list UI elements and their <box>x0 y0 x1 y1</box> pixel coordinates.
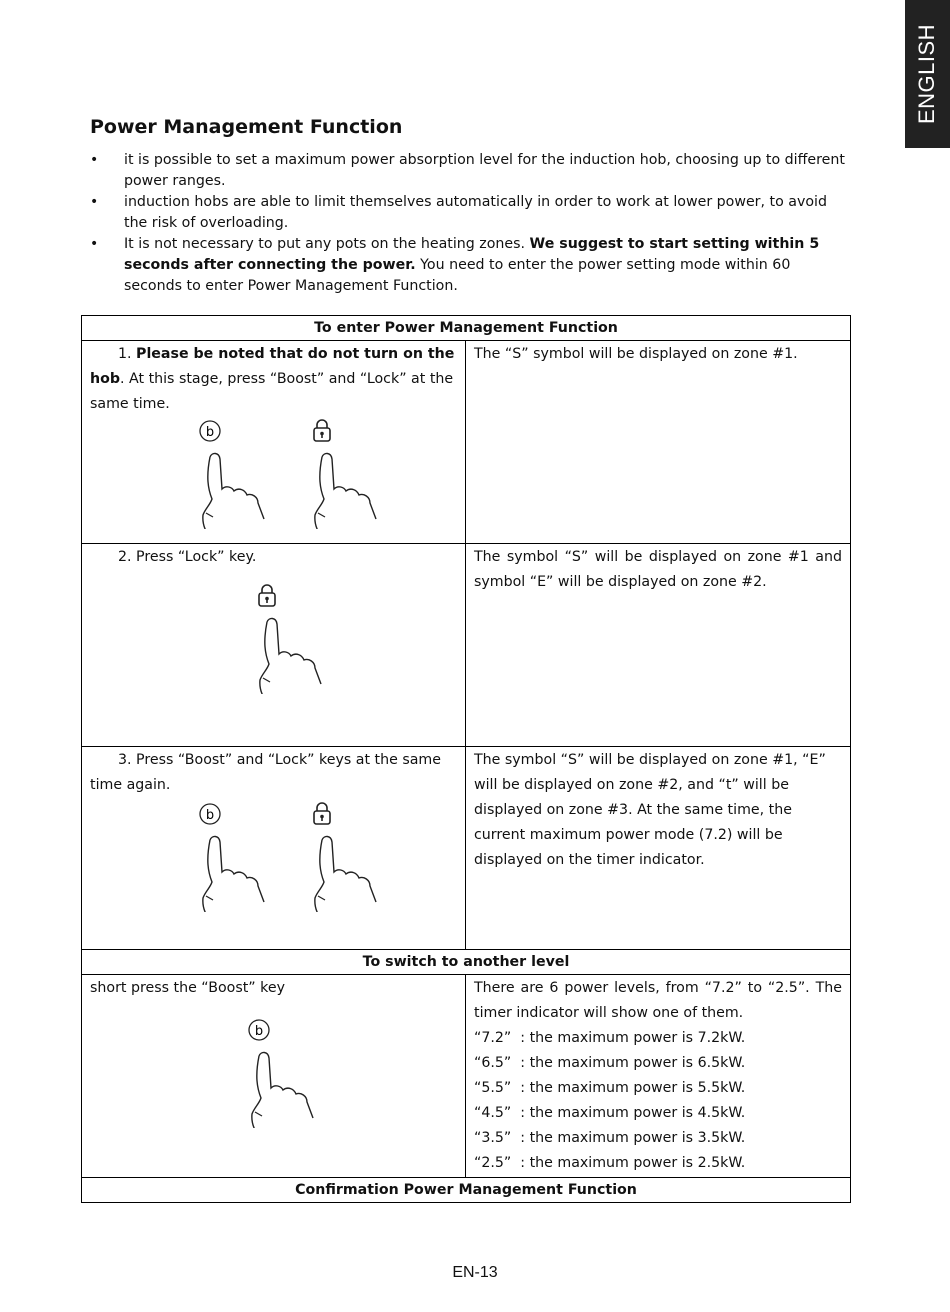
level-desc: : the maximum power is 3.5kW. <box>520 1130 746 1146</box>
key-illustration <box>90 798 457 908</box>
bullet-text: it is possible to set a maximum power absorption level for the induction hob, choosing up to different power ranges. <box>124 152 845 189</box>
bullet-text: You need to enter the power setting mode within 60 seconds to enter Power Management Function. <box>124 257 791 294</box>
bullet-dot: • <box>90 152 99 168</box>
page-number: EN-13 <box>452 1264 498 1281</box>
bullet-dot: • <box>90 194 99 210</box>
confirm-header: Confirmation Power Management Function <box>82 1178 851 1203</box>
level-item <box>474 1126 842 1151</box>
boost-key-glyph: b <box>205 808 215 823</box>
step-number: 1. <box>118 346 137 362</box>
key-illustration <box>90 417 457 527</box>
bullet-text: induction hobs are able to limit themselves automatically in order to work at lower power, to avoid the risk of overloading. <box>124 194 828 231</box>
level-item <box>474 1051 842 1076</box>
lock-key-hand-icon <box>255 584 325 694</box>
level-item <box>474 1151 842 1176</box>
key-illustration <box>90 1001 457 1111</box>
table-header-row <box>82 950 851 975</box>
language-tab <box>905 0 950 148</box>
switch-cell <box>82 975 466 1178</box>
level-desc: : the maximum power is 2.5kW. <box>520 1155 746 1171</box>
language-tab-label: ENGLISH <box>914 23 940 125</box>
step-3-text <box>90 748 457 798</box>
level-code: “3.5” <box>474 1130 512 1146</box>
switch-result <box>466 975 851 1178</box>
step-1-cell <box>82 341 466 544</box>
intro-bullet-list <box>90 150 850 297</box>
switch-text: short press the “Boost” key <box>90 980 285 996</box>
step-1-result: The “S” symbol will be displayed on zone #1. <box>466 341 851 544</box>
bullet-dot: • <box>90 236 99 252</box>
step-1-text <box>90 342 457 417</box>
bullet-item <box>90 192 850 234</box>
step-1-bold: Please be noted that do not turn on the hob <box>90 346 455 387</box>
switch-header: To switch to another level <box>82 950 851 975</box>
step-1-rest: . At this stage, press “Boost” and “Lock” at the same time. <box>90 371 454 412</box>
level-item <box>474 1101 842 1126</box>
table-row <box>82 544 851 747</box>
boost-key-hand-icon <box>247 1018 317 1128</box>
step-2-cell <box>82 544 466 747</box>
lock-key-hand-icon <box>310 419 380 529</box>
enter-header: To enter Power Management Function <box>82 316 851 341</box>
boost-key-glyph: b <box>205 425 215 440</box>
bullet-item <box>90 150 850 192</box>
step-3-cell <box>82 747 466 950</box>
step-3-label: 3. Press “Boost” and “Lock” keys at the same time again. <box>90 752 441 793</box>
level-code: “4.5” <box>474 1105 512 1121</box>
level-code: “2.5” <box>474 1155 512 1171</box>
lock-key-hand-icon <box>310 802 380 912</box>
level-item <box>474 1076 842 1101</box>
level-desc: : the maximum power is 7.2kW. <box>520 1030 746 1046</box>
instruction-table <box>81 315 851 1203</box>
bullet-text: It is not necessary to put any pots on the heating zones. <box>124 236 530 252</box>
table-header-row <box>82 316 851 341</box>
boost-key-hand-icon <box>198 419 268 529</box>
step-2-result: The symbol “S” will be displayed on zone #1 and symbol “E” will be displayed on zone #2. <box>466 544 851 747</box>
boost-key-hand-icon <box>198 802 268 912</box>
table-row <box>82 341 851 544</box>
step-2-label: 2. Press “Lock” key. <box>118 549 257 565</box>
bullet-bold-text: We suggest to start setting within 5 seconds after connecting the power. <box>124 236 820 273</box>
levels-list <box>474 1026 842 1176</box>
level-desc: : the maximum power is 5.5kW. <box>520 1080 746 1096</box>
level-item <box>474 1026 842 1051</box>
section-heading: Power Management Function <box>90 116 403 138</box>
level-desc: : the maximum power is 4.5kW. <box>520 1105 746 1121</box>
levels-intro: There are 6 power levels, from “7.2” to “2.5”. The timer indicator will show one of them. <box>474 980 842 1021</box>
bullet-item <box>90 234 850 297</box>
step-3-result: The symbol “S” will be displayed on zone #1, “E” will be displayed on zone #2, and “t” will be displayed on zone #3. At the same time, the current maximum power mode (7.2) will be displayed on the timer indicator. <box>466 747 851 950</box>
level-desc: : the maximum power is 6.5kW. <box>520 1055 746 1071</box>
level-code: “5.5” <box>474 1080 512 1096</box>
table-header-row <box>82 1178 851 1203</box>
level-code: “6.5” <box>474 1055 512 1071</box>
level-code: “7.2” <box>474 1030 512 1046</box>
key-illustration <box>90 570 457 680</box>
table-row <box>82 975 851 1178</box>
boost-key-glyph: b <box>254 1024 264 1039</box>
table-row <box>82 747 851 950</box>
step-2-text <box>90 545 457 570</box>
